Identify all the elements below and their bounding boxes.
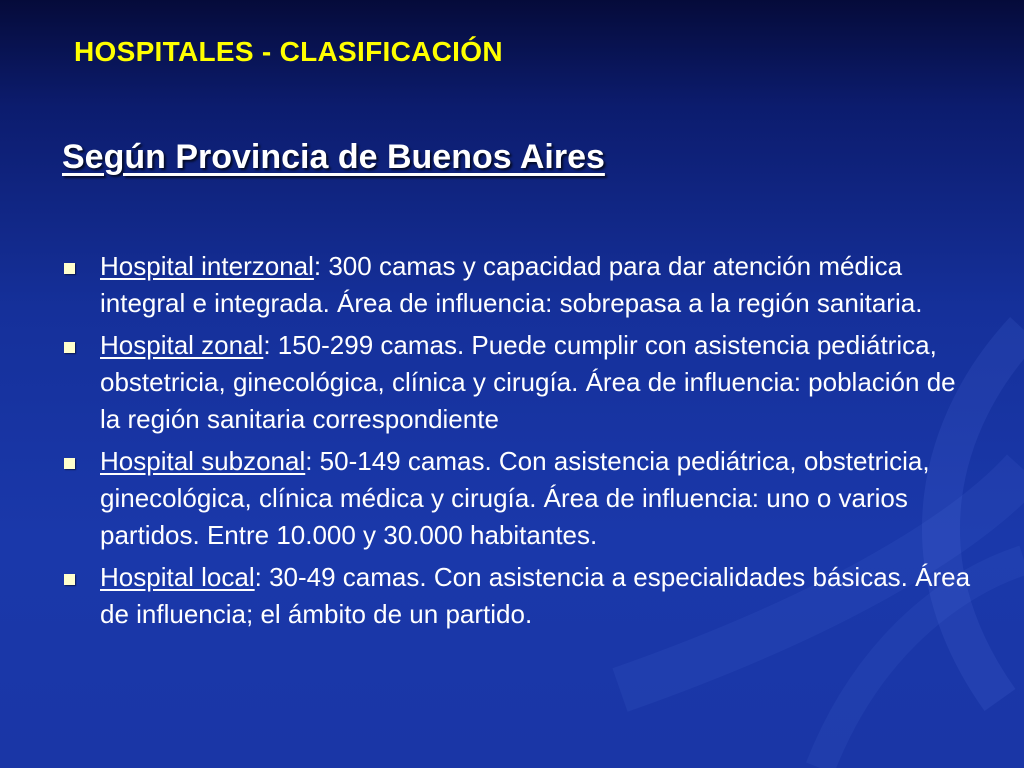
bullet-icon bbox=[64, 458, 75, 469]
slide-header: HOSPITALES - CLASIFICACIÓN bbox=[74, 36, 503, 67]
item-term: Hospital zonal bbox=[100, 330, 264, 360]
bullet-icon bbox=[64, 342, 75, 353]
list-item-local bbox=[62, 559, 982, 633]
slide-subtitle: Según Provincia de Buenos Aires bbox=[62, 138, 605, 176]
list-item-zonal bbox=[62, 327, 982, 438]
bullet-icon bbox=[64, 263, 75, 274]
list-item-subzonal bbox=[62, 443, 982, 554]
item-text: : 150-299 camas. Puede cumplir con asistencia pediátrica, obstetricia, ginecológica, clínica y cirugía. Área de influencia: población de la región sanitaria correspondiente bbox=[100, 330, 956, 434]
classification-list bbox=[62, 248, 982, 638]
item-text: : 300 camas y capacidad para dar atención médica integral e integrada. Área de influencia: sobrepasa a la región sanitaria. bbox=[100, 251, 923, 318]
item-text: : 30-49 camas. Con asistencia a especialidades básicas. Área de influencia; el ámbito de un partido. bbox=[100, 562, 971, 629]
list-item-interzonal bbox=[62, 248, 982, 322]
item-text: : 50-149 camas. Con asistencia pediátrica, obstetricia, ginecológica, clínica médica y cirugía. Área de influencia: uno o varios partidos. Entre 10.000 y 30.000 habitantes. bbox=[100, 446, 930, 550]
item-term: Hospital local bbox=[100, 562, 255, 592]
item-term: Hospital subzonal bbox=[100, 446, 306, 476]
item-term: Hospital interzonal bbox=[100, 251, 314, 281]
bullet-icon bbox=[64, 574, 75, 585]
